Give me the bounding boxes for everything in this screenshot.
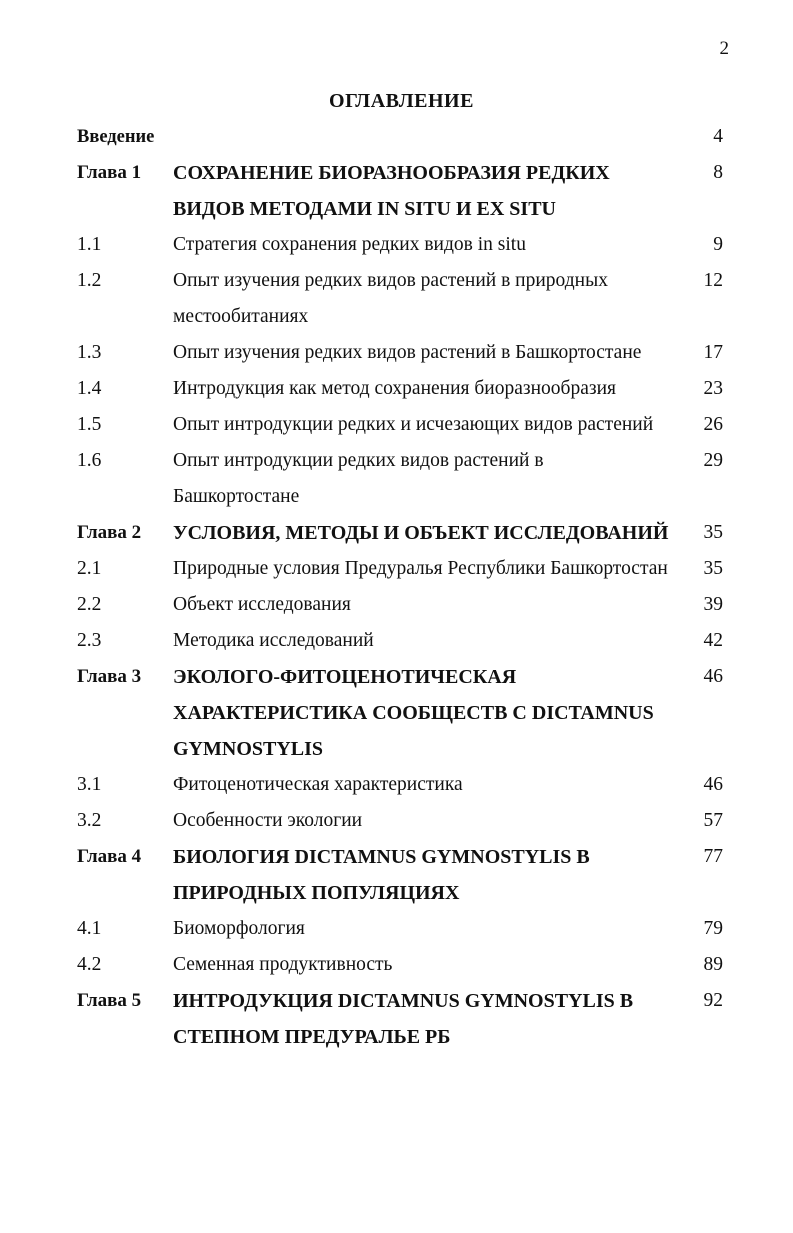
toc-entry-number: 3.2	[77, 810, 102, 831]
toc-entry-title: ИНТРОДУКЦИЯ DICTAMNUS GYMNOSTYLIS В СТЕПНОМ ПРЕДУРАЛЬЕ РБ	[173, 990, 634, 1048]
toc-entry-chapter-1	[77, 155, 723, 227]
toc-entry-title: Опыт изучения редких видов растений в природных местообитаниях	[173, 270, 608, 327]
toc-entry-section-1-6	[77, 443, 723, 515]
toc-entry-number: Глава 5	[77, 990, 142, 1011]
toc-entry-page: 92	[703, 990, 723, 1011]
toc-entry-number: Глава 1	[77, 162, 142, 183]
toc-entry-page: 46	[703, 666, 723, 687]
toc-entry-section-1-3	[77, 335, 723, 371]
toc-entry-section-2-3	[77, 623, 723, 659]
toc-entry-section-4-1	[77, 911, 723, 947]
toc-entry-number: Введение	[77, 127, 155, 147]
toc-entry-number: Глава 4	[77, 846, 142, 867]
toc-entry-title: Объект исследования	[173, 594, 351, 615]
toc-entry-number: Глава 3	[77, 666, 142, 687]
toc-entry-page: 42	[703, 630, 723, 651]
toc-entry-number: 1.6	[77, 450, 102, 471]
toc-entry-page: 89	[703, 954, 723, 975]
toc-entry-section-3-2	[77, 803, 723, 839]
toc-entry-title: БИОЛОГИЯ DICTAMNUS GYMNOSTYLIS В ПРИРОДНЫХ ПОПУЛЯЦИЯХ	[173, 846, 590, 904]
toc-entry-title: Семенная продуктивность	[173, 954, 393, 975]
toc-entry-title: Биоморфология	[173, 918, 305, 939]
toc-entry-title: Особенности экологии	[173, 810, 363, 831]
toc-entry-section-1-5	[77, 407, 723, 443]
toc-entry-number: 1.3	[77, 342, 102, 363]
toc-entry-section-1-1	[77, 227, 723, 263]
toc-entry-section-1-4	[77, 371, 723, 407]
toc-entry-number: 4.2	[77, 954, 102, 975]
toc-entry-chapter-3	[77, 659, 723, 767]
toc-entry-number: 1.1	[77, 234, 102, 255]
toc-entry-section-2-2	[77, 587, 723, 623]
toc-entry-number: 2.1	[77, 558, 102, 579]
toc-entry-title: Опыт изучения редких видов растений в Башкортостане	[173, 342, 642, 363]
toc-entry-number: Глава 2	[77, 522, 142, 543]
toc-entry-title: ЭКОЛОГО-ФИТОЦЕНОТИЧЕСКАЯ ХАРАКТЕРИСТИКА СООБЩЕСТВ С DICTAMNUS GYMNOSTYLIS	[173, 666, 654, 760]
toc-entry-title: Интродукция как метод сохранения биоразнообразия	[173, 378, 616, 399]
toc-entry-page: 4	[713, 126, 723, 147]
toc-entry-chapter-5	[77, 983, 723, 1055]
toc-entry-title: Опыт интродукции редких видов растений в Башкортостане	[173, 450, 544, 507]
toc-entry-page: 39	[703, 594, 723, 615]
toc-entry-section-4-2	[77, 947, 723, 983]
toc-entry-number: 3.1	[77, 774, 102, 795]
toc-entry-number: 1.5	[77, 414, 102, 435]
toc-entry-section-2-1	[77, 551, 723, 587]
toc-entry-chapter-4	[77, 839, 723, 911]
toc-entry-title: Фитоценотическая характеристика	[173, 774, 463, 795]
toc-entry-page: 12	[703, 270, 723, 291]
toc-entry-title: Стратегия сохранения редких видов in situ	[173, 234, 526, 255]
toc-entry-number: 1.4	[77, 378, 102, 399]
toc-entry-number: 2.3	[77, 630, 102, 651]
page-title: ОГЛАВЛЕНИЕ	[329, 90, 474, 112]
toc-entry-page: 35	[703, 558, 723, 579]
page-number: 2	[719, 38, 729, 59]
toc-entry-title: Опыт интродукции редких и исчезающих видов растений	[173, 414, 654, 435]
toc-entry-page: 26	[703, 414, 723, 435]
toc-entry-page: 79	[703, 918, 723, 939]
toc-entry-page: 35	[703, 522, 723, 543]
toc-entry-introduction	[77, 119, 723, 155]
toc-entry-page: 8	[713, 162, 723, 183]
toc-entry-page: 29	[703, 450, 723, 471]
toc-entry-section-3-1	[77, 767, 723, 803]
table-of-contents	[77, 119, 723, 1055]
toc-entry-title: Природные условия Предуралья Республики Башкортостан	[173, 558, 668, 579]
toc-entry-number: 1.2	[77, 270, 102, 291]
toc-entry-page: 23	[703, 378, 723, 399]
toc-entry-section-1-2	[77, 263, 723, 335]
toc-entry-chapter-2	[77, 515, 723, 551]
toc-entry-page: 9	[713, 234, 723, 255]
toc-entry-title: Методика исследований	[173, 630, 374, 651]
toc-entry-number: 2.2	[77, 594, 102, 615]
toc-entry-number: 4.1	[77, 918, 102, 939]
toc-entry-page: 57	[703, 810, 723, 831]
toc-entry-page: 46	[703, 774, 723, 795]
toc-entry-title: УСЛОВИЯ, МЕТОДЫ И ОБЪЕКТ ИССЛЕДОВАНИЙ	[173, 522, 669, 544]
toc-entry-page: 17	[703, 342, 723, 363]
toc-entry-title: СОХРАНЕНИЕ БИОРАЗНООБРАЗИЯ РЕДКИХ ВИДОВ МЕТОДАМИ IN SITU И EX SITU	[173, 162, 610, 220]
toc-entry-page: 77	[703, 846, 723, 867]
